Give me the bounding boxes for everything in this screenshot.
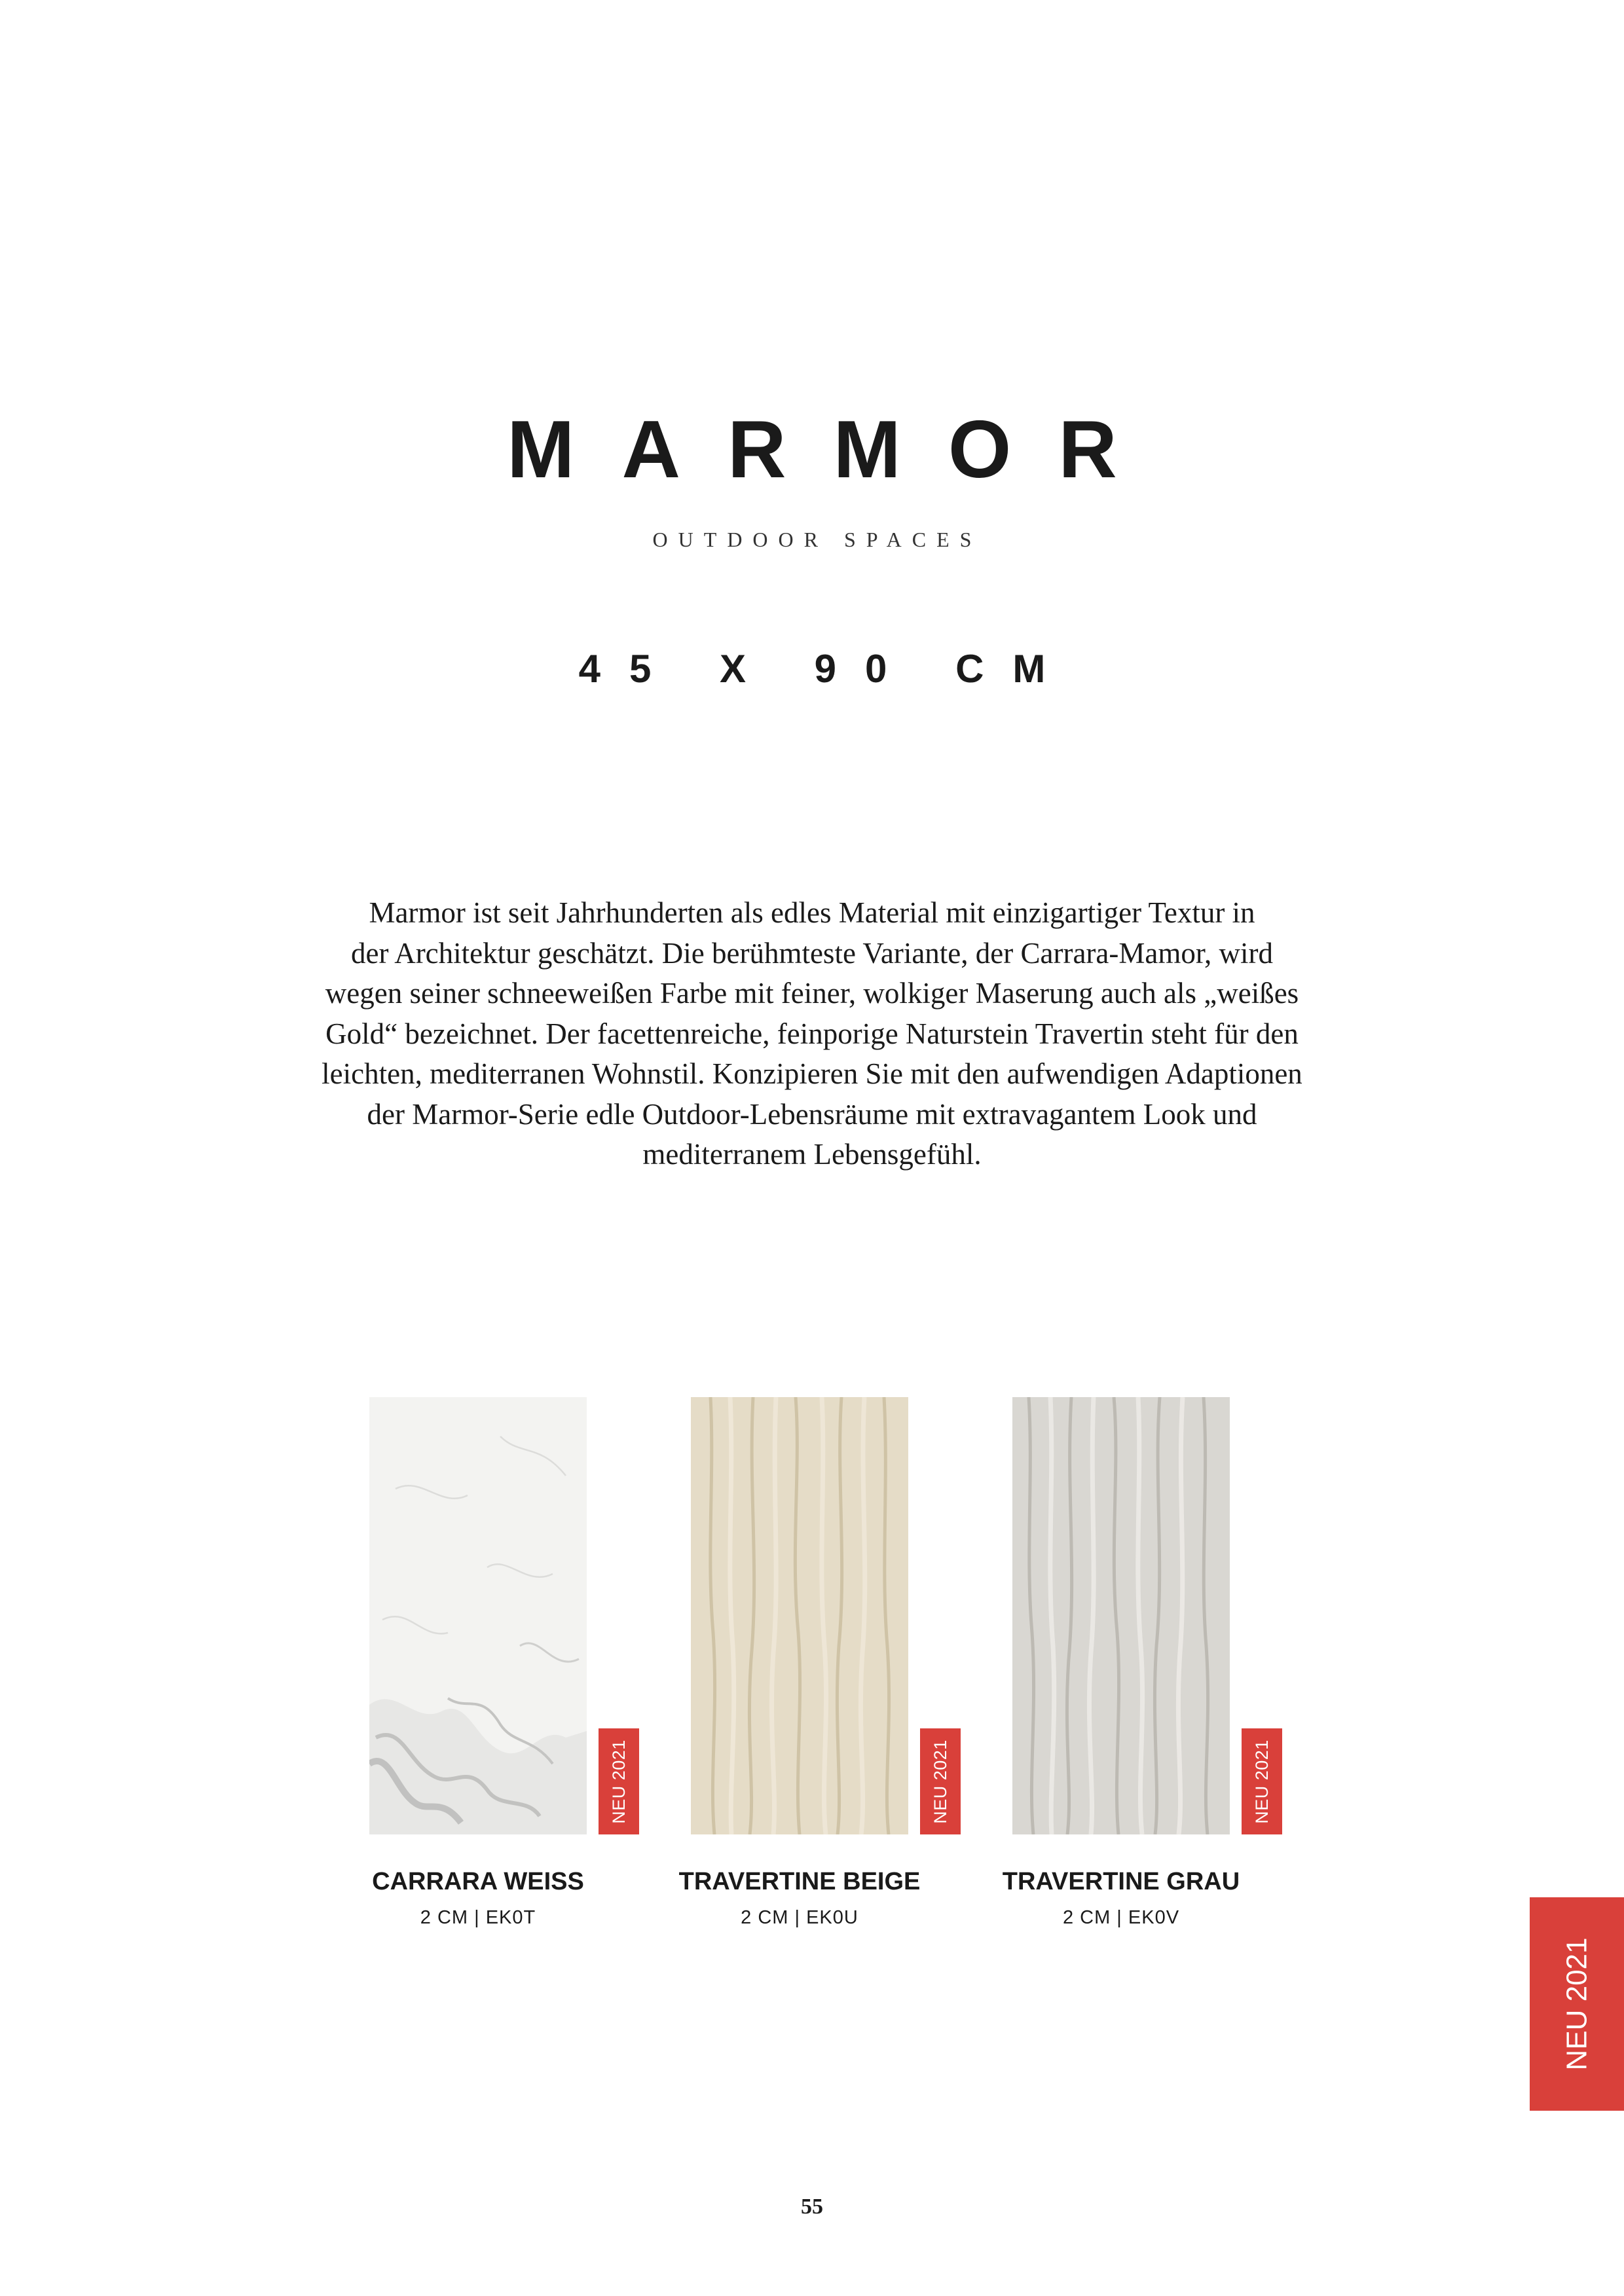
product-code: 2 CM | EK0V [1062, 1907, 1180, 1928]
page-title: MARMOR [507, 405, 1164, 495]
new-badge: NEU 2021 [599, 1728, 639, 1834]
product-name: TRAVERTINE GRAU [1002, 1868, 1240, 1895]
format-size: 45 X 90 CM [578, 647, 1075, 691]
product-code: 2 CM | EK0U [741, 1907, 858, 1928]
description-line: leichten, mediterranen Wohnstil. Konzipieren Sie mit den aufwendigen Adaptionen [322, 1057, 1302, 1090]
new-2021-side-tab: NEU 2021 [1530, 1897, 1624, 2111]
new-badge: NEU 2021 [1242, 1728, 1282, 1834]
new-badge: NEU 2021 [920, 1728, 961, 1834]
product-name: TRAVERTINE BEIGE [678, 1868, 921, 1895]
description-line: mediterranem Lebensgefühl. [642, 1138, 982, 1171]
travertine-grau-swatch [1012, 1397, 1230, 1834]
description-line: der Architektur geschätzt. Die berühmteste Variante, der Carrara-Mamor, wird [350, 936, 1274, 970]
description-line: wegen seiner schneeweißen Farbe mit feiner, wolkiger Maserung auch als „weißes [325, 977, 1299, 1010]
page-number: 55 [801, 2195, 823, 2219]
product-name: CARRARA WEISS [372, 1868, 584, 1895]
carrara-weiss-swatch [369, 1397, 587, 1834]
description-text [223, 893, 1401, 1175]
description-line: der Marmor-Serie edle Outdoor-Lebensräume mit extravagantem Look und [367, 1097, 1257, 1131]
description-line: Gold“ bezeichnet. Der facettenreiche, feinporige Naturstein Travertin steht für den [325, 1017, 1299, 1050]
travertine-beige-swatch [691, 1397, 908, 1834]
description-line: Marmor ist seit Jahrhunderten als edles Material mit einzigartiger Textur in [369, 896, 1255, 929]
page-subtitle: OUTDOOR SPACES [652, 528, 982, 551]
product-code: 2 CM | EK0T [420, 1907, 536, 1928]
